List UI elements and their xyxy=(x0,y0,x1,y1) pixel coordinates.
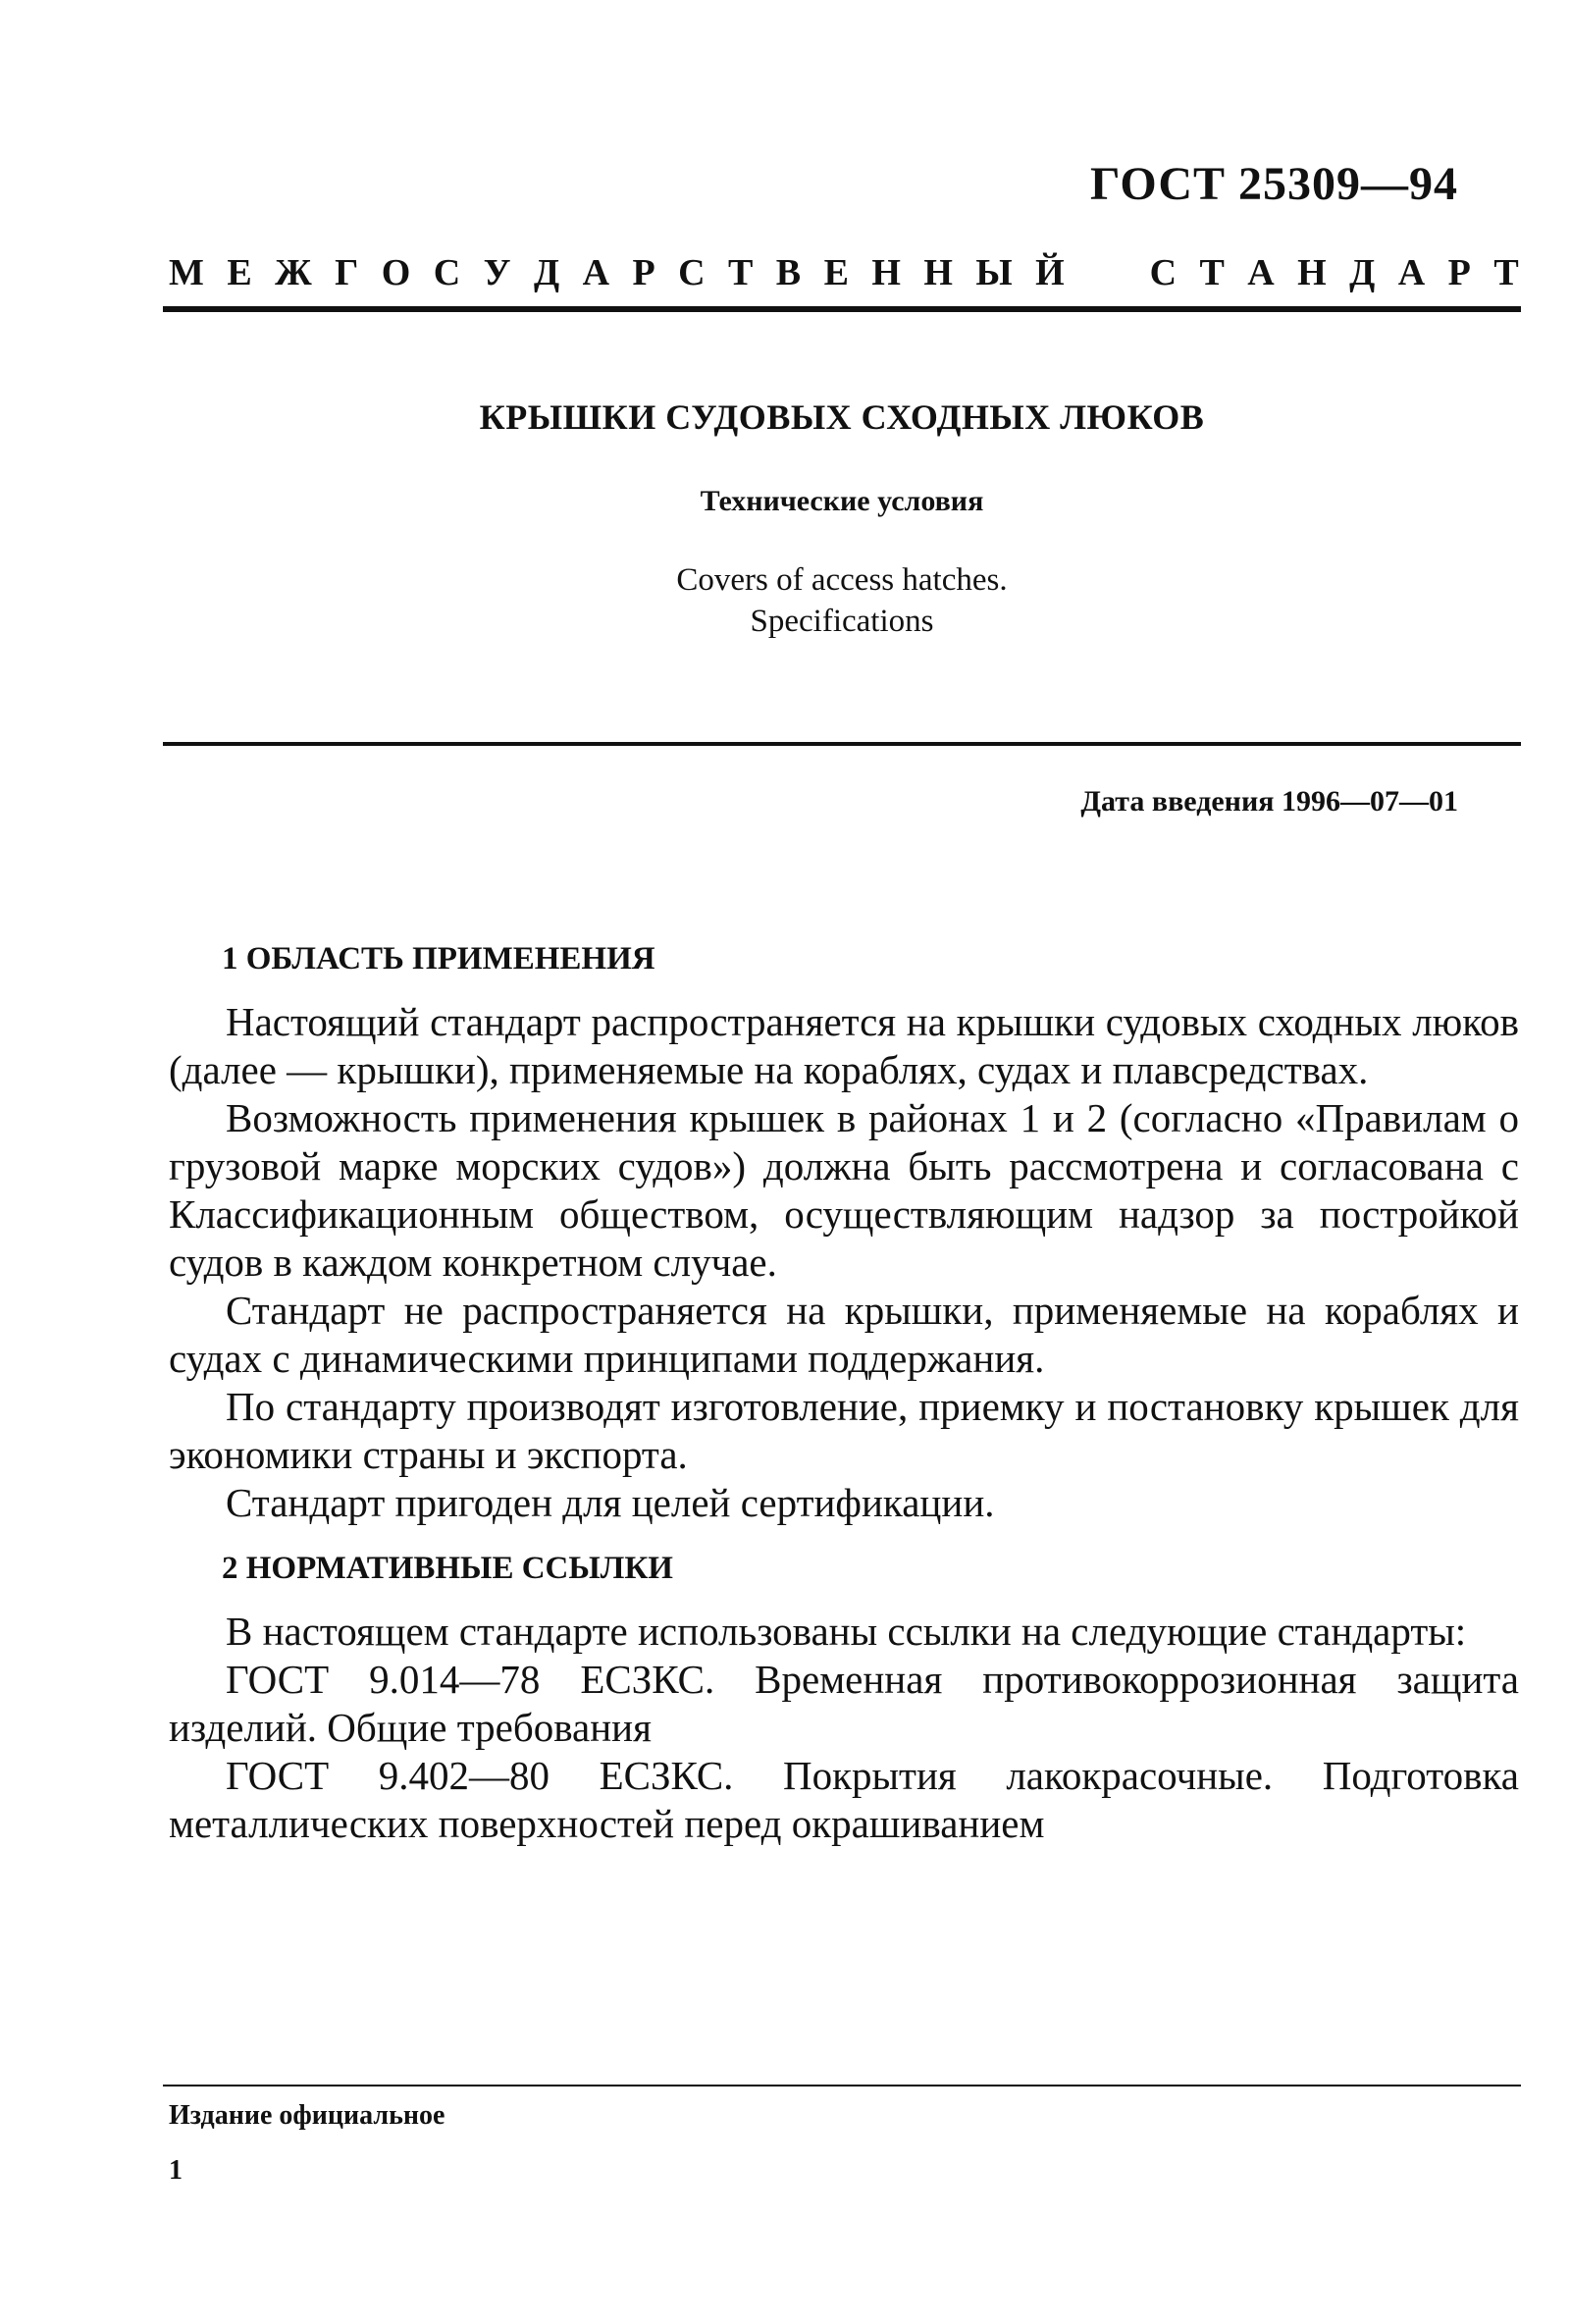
page-number: 1 xyxy=(169,2155,183,2186)
banner-letter: О xyxy=(381,252,411,293)
banner-letter: Н xyxy=(871,252,901,293)
paragraph: ГОСТ 9.014—78 ЕСЗКС. Временная противокоррозионная защита изделий. Общие требования xyxy=(169,1657,1519,1750)
paragraph: По стандарту производят изготовление, приемку и постановку крышек для экономики страны и экспорта. xyxy=(169,1384,1519,1477)
title-rule xyxy=(163,742,1521,746)
paragraph: Стандарт не распространяется на крышки, применяемые на кораблях и судах с динамическими принципами поддержания. xyxy=(169,1288,1519,1381)
standard-type-banner xyxy=(169,251,1519,294)
paragraph: В настоящем стандарте использованы ссылки на следующие стандарты: xyxy=(226,1609,1467,1654)
banner-word-gap xyxy=(1087,251,1126,294)
banner-letter: С xyxy=(678,252,706,293)
banner-letter: Н xyxy=(1297,252,1327,293)
banner-letter: Т xyxy=(1199,252,1225,293)
header-rule xyxy=(163,306,1521,312)
english-title-line: Covers of access hatches. xyxy=(676,562,1008,598)
banner-letter: Р xyxy=(632,252,655,293)
banner-letter: Т xyxy=(1493,252,1519,293)
banner-letter: С xyxy=(1149,252,1178,293)
banner-letter: Ы xyxy=(975,252,1013,293)
banner-letter: Н xyxy=(923,252,953,293)
section-heading: 1 ОБЛАСТЬ ПРИМЕНЕНИЯ xyxy=(222,941,655,977)
paragraph: ГОСТ 9.402—80 ЕСЗКС. Покрытия лакокрасочные. Подготовка металлических поверхностей перед окрашиванием xyxy=(169,1753,1519,1846)
banner-letter: А xyxy=(1247,252,1275,293)
banner-letter: Е xyxy=(823,252,849,293)
banner-letter: Т xyxy=(728,252,754,293)
footer-rule xyxy=(163,2085,1521,2086)
document-body xyxy=(169,937,1519,1848)
section-heading: 2 НОРМАТИВНЫЕ ССЫЛКИ xyxy=(222,1551,673,1586)
standard-number: ГОСТ 25309—94 xyxy=(1090,158,1458,210)
official-edition-note: Издание официальное xyxy=(169,2100,445,2131)
banner-letter: У xyxy=(483,252,511,293)
document-title: КРЫШКИ СУДОВЫХ СХОДНЫХ ЛЮКОВ xyxy=(479,397,1205,437)
banner-letter: Р xyxy=(1447,252,1471,293)
english-title-line: Specifications xyxy=(750,604,934,639)
banner-letter: С xyxy=(433,252,461,293)
paragraph: Возможность применения крышек в районах 1 и 2 (согласно «Правилам о грузовой марке морских судов») должна быть рассмотрена и согласована с Классификационным обществом, осуществляющим надзор за постройкой судов в каждом конкретном случае. xyxy=(169,1095,1519,1285)
banner-letter: Ж xyxy=(275,252,312,293)
banner-letter: Г xyxy=(335,252,359,293)
english-title xyxy=(163,559,1521,642)
paragraph: Стандарт пригоден для целей сертификации. xyxy=(226,1480,995,1525)
document-subtitle: Технические условия xyxy=(700,485,984,517)
banner-letter: В xyxy=(775,252,802,293)
paragraph: Настоящий стандарт распространяется на крышки судовых сходных люков (далее — крышки), применяемые на кораблях, судах и плавсредствах. xyxy=(169,999,1519,1092)
banner-letter: Е xyxy=(227,252,252,293)
banner-letter: М xyxy=(169,252,204,293)
banner-letter: Й xyxy=(1035,252,1065,293)
banner-letter: А xyxy=(1397,252,1426,293)
introduction-date: Дата введения 1996—07—01 xyxy=(1080,785,1458,818)
banner-letter: Д xyxy=(533,252,560,293)
banner-letter: Д xyxy=(1349,252,1376,293)
banner-letter: А xyxy=(582,252,610,293)
